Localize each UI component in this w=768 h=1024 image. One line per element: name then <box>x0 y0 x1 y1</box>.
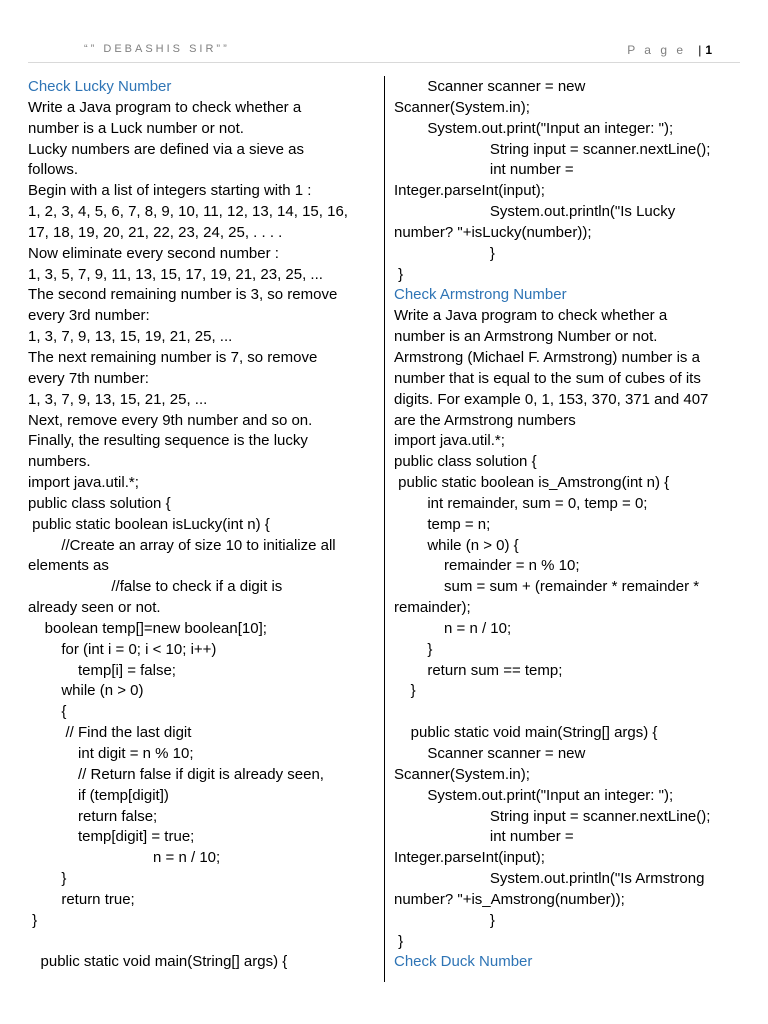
text-line: int digit = n % 10; <box>28 745 194 762</box>
text-line: System.out.print("Input an integer: "); <box>394 119 674 137</box>
text-line: System.out.println("Is Lucky <box>394 203 676 221</box>
text-line: sum = sum + (remainder * remainder * <box>394 578 700 596</box>
right-column <box>394 77 740 973</box>
text-line: } <box>28 870 67 888</box>
text-line: int number = <box>394 161 574 179</box>
text-line: { <box>28 703 67 721</box>
text-line: 17, 18, 19, 20, 21, 22, 23, 24, 25, . . . . <box>28 223 283 241</box>
text-line: number is an Armstrong Number or not. <box>394 328 658 346</box>
text-line: } <box>394 244 495 262</box>
text-line: temp[digit] = true; <box>28 828 195 846</box>
text-line: } <box>394 265 404 283</box>
text-line: //Create an array of size 10 to initialize all <box>28 536 336 554</box>
text-line: } <box>394 640 433 658</box>
text-line: return sum == temp; <box>394 661 563 679</box>
text-line: Write a Java program to check whether a <box>28 98 302 116</box>
text-line: Integer.parseInt(input); <box>394 182 545 200</box>
left-column <box>28 77 372 973</box>
page-label: P a g e <box>627 43 686 57</box>
text-line: Next, remove every 9th number and so on. <box>28 411 313 429</box>
text-line: n = n / 10; <box>394 619 512 637</box>
text-line: return false; <box>28 807 158 825</box>
text-line: Armstrong (Michael F. Armstrong) number is a <box>394 348 700 366</box>
text-line: public class solution { <box>394 453 537 471</box>
page-separator: | <box>698 43 702 57</box>
text-line: number is a Luck number or not. <box>28 119 244 137</box>
section-heading: Check Armstrong Number <box>394 286 567 304</box>
text-line: public static boolean is_Amstrong(int n) { <box>394 474 670 492</box>
text-line: } <box>394 932 404 950</box>
text-line: while (n > 0) { <box>394 536 519 554</box>
text-line: } <box>28 911 38 929</box>
text-line: boolean temp[]=new boolean[10]; <box>28 619 267 637</box>
text-line <box>394 702 740 723</box>
text-line: already seen or not. <box>28 599 161 617</box>
text-line: //false to check if a digit is <box>28 578 283 596</box>
text-line: are the Armstrong numbers <box>394 411 576 429</box>
text-line: } <box>394 682 416 700</box>
text-line: temp[i] = false; <box>28 661 176 679</box>
text-line: public static void main(String[] args) { <box>28 953 288 971</box>
text-line <box>28 932 372 953</box>
text-line: remainder = n % 10; <box>394 557 580 575</box>
text-line: // Return false if digit is already seen, <box>28 765 324 783</box>
text-line: remainder); <box>394 599 471 617</box>
text-line: System.out.print("Input an integer: "); <box>394 786 674 804</box>
text-line: numbers. <box>28 453 91 471</box>
text-line: Begin with a list of integers starting with 1 : <box>28 182 312 200</box>
text-line: The next remaining number is 7, so remove <box>28 348 318 366</box>
text-line: Write a Java program to check whether a <box>394 307 668 325</box>
text-line: Scanner(System.in); <box>394 765 530 783</box>
text-line: every 7th number: <box>28 369 149 387</box>
page-header <box>28 40 740 63</box>
text-line: The second remaining number is 3, so remove <box>28 286 338 304</box>
text-line: Finally, the resulting sequence is the lucky <box>28 432 308 450</box>
text-line: String input = scanner.nextLine(); <box>394 140 711 158</box>
text-line: number? "+isLucky(number)); <box>394 223 592 241</box>
text-line: } <box>394 911 495 929</box>
text-line: follows. <box>28 161 79 179</box>
text-line: import java.util.*; <box>28 474 139 492</box>
text-line: if (temp[digit]) <box>28 786 169 804</box>
text-line: public class solution { <box>28 494 171 512</box>
section-heading: Check Lucky Number <box>28 78 172 95</box>
section-heading: Check Duck Number <box>394 953 533 971</box>
text-line: for (int i = 0; i < 10; i++) <box>28 640 217 658</box>
text-line: number? "+is_Amstrong(number)); <box>394 890 625 908</box>
text-line: digits. For example 0, 1, 153, 370, 371 and 407 <box>394 390 709 408</box>
page-number-value: 1 <box>705 43 712 57</box>
text-line: elements as <box>28 557 109 575</box>
author-name: “” DEBASHIS SIR”” <box>84 43 230 55</box>
text-line: Now eliminate every second number : <box>28 244 279 262</box>
text-line: n = n / 10; <box>28 849 221 867</box>
text-line: 1, 2, 3, 4, 5, 6, 7, 8, 9, 10, 11, 12, 13, 14, 15, 16, <box>28 203 348 221</box>
page-number <box>698 43 712 57</box>
text-line: Scanner scanner = new <box>394 745 586 762</box>
text-line: public static boolean isLucky(int n) { <box>28 515 270 533</box>
text-line: Scanner(System.in); <box>394 98 530 116</box>
text-line: Scanner scanner = new <box>394 78 586 95</box>
text-line: return true; <box>28 890 135 908</box>
text-line: Lucky numbers are defined via a sieve as <box>28 140 304 158</box>
text-line: 1, 3, 7, 9, 13, 15, 21, 25, ... <box>28 390 208 408</box>
text-line: every 3rd number: <box>28 307 150 325</box>
column-divider <box>384 76 385 982</box>
text-line: 1, 3, 7, 9, 13, 15, 19, 21, 25, ... <box>28 328 233 346</box>
text-line: String input = scanner.nextLine(); <box>394 807 711 825</box>
text-line: // Find the last digit <box>28 724 192 742</box>
text-line: Integer.parseInt(input); <box>394 849 545 867</box>
text-line: System.out.println("Is Armstrong <box>394 870 705 888</box>
text-line: int number = <box>394 828 574 846</box>
text-line: temp = n; <box>394 515 491 533</box>
text-line: number that is equal to the sum of cubes of its <box>394 369 701 387</box>
text-line: 1, 3, 5, 7, 9, 11, 13, 15, 17, 19, 21, 23, 25, ... <box>28 265 323 283</box>
text-line: int remainder, sum = 0, temp = 0; <box>394 494 648 512</box>
text-line: while (n > 0) <box>28 682 144 700</box>
text-line: import java.util.*; <box>394 432 505 450</box>
text-line: public static void main(String[] args) { <box>394 724 658 742</box>
